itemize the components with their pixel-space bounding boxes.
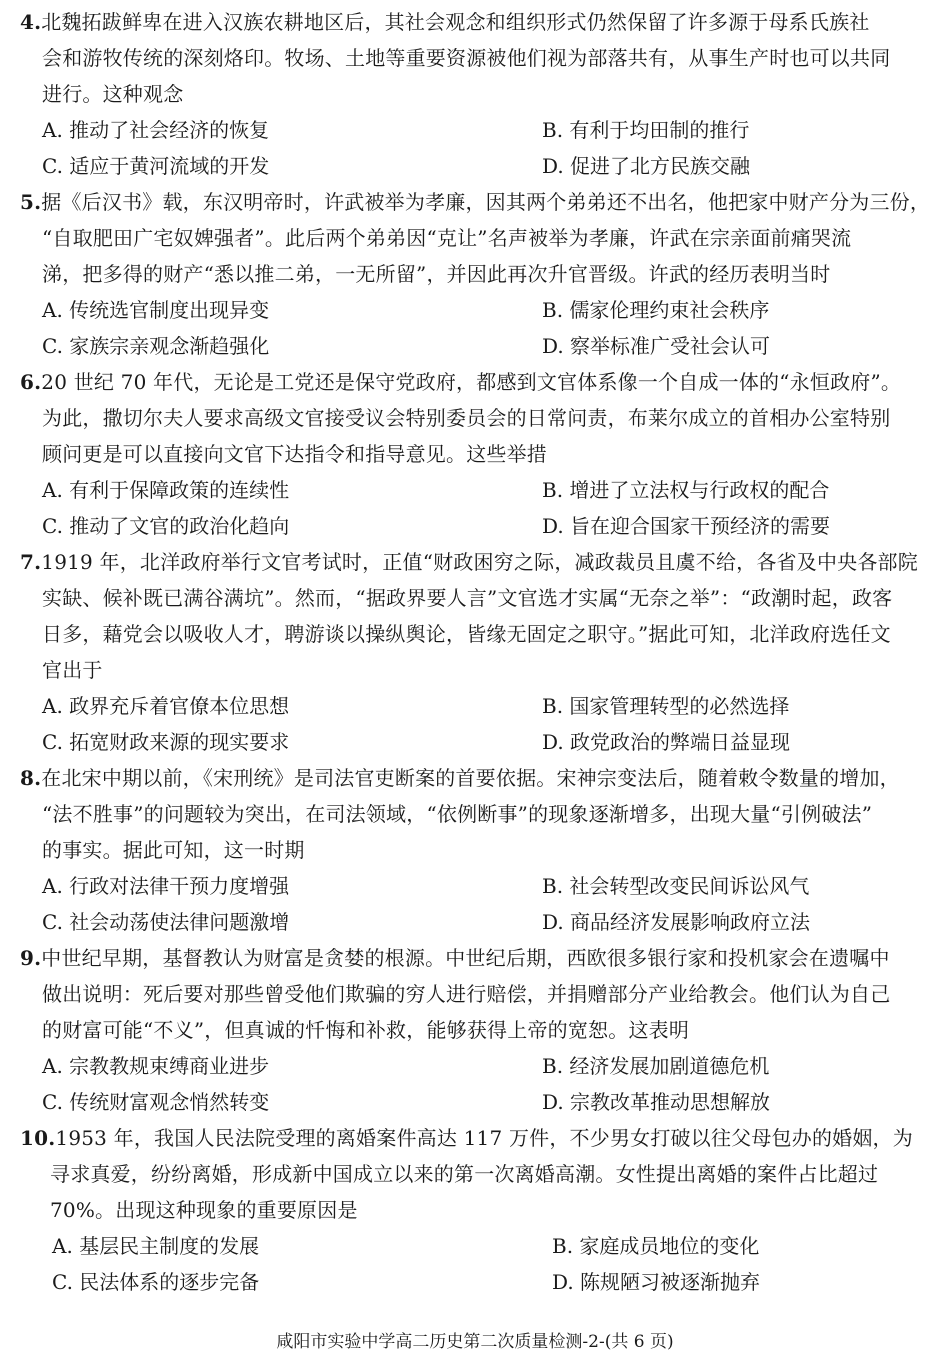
stem-line: 1919 年，北洋政府举行文官考试时，正值“财政困穷之际，减政裁员且虞不给，各省及中央各部院 (41, 550, 918, 574)
option-a[interactable]: A. 有利于保障政策的连续性 (42, 478, 290, 502)
stem-line: “法不胜事”的问题较为突出，在司法领域，“依例断事”的现象逐渐增多，出现大量“引例破法” (42, 802, 873, 826)
stem-line: 1953 年，我国人民法院受理的离婚案件高达 117 万件，不少男女打破以往父母包办的婚姻，为 (55, 1126, 913, 1150)
stem-line: 日多，藉党会以吸收人才，聘游谈以操纵舆论，皆缘无固定之职守。”据此可知，北洋政府选任文 (42, 622, 891, 646)
option-c[interactable]: C. 家族宗亲观念渐趋强化 (42, 334, 270, 358)
option-a[interactable]: A. 推动了社会经济的恢复 (42, 118, 270, 142)
option-a[interactable]: A. 行政对法律干预力度增强 (42, 874, 290, 898)
question-6 (20, 364, 932, 544)
stem-line: 在北宋中期以前，《宋刑统》是司法官吏断案的首要依据。宋神宗变法后，随着敕令数量的增加， (41, 766, 900, 790)
question-number: 5. (20, 190, 42, 214)
option-d[interactable]: D. 促进了北方民族交融 (542, 154, 751, 178)
option-b[interactable]: B. 家庭成员地位的变化 (552, 1234, 760, 1258)
question-number: 6. (20, 370, 42, 394)
stem-line: 为此，撒切尔夫人要求高级文官接受议会特别委员会的日常问责，布莱尔成立的首相办公室特别 (42, 406, 891, 430)
stem-line: “自取肥田广宅奴婢强者”。此后两个弟弟因“克让”名声被举为孝廉，许武在宗亲面前痛哭流 (42, 226, 852, 250)
stem-line: 实缺、候补既已满谷满坑”。然而，“据政界要人言”文官选才实属“无奈之举”：“政潮时起，政客 (42, 586, 893, 610)
option-b[interactable]: B. 有利于均田制的推行 (542, 118, 750, 142)
option-a[interactable]: A. 政界充斥着官僚本位思想 (42, 694, 290, 718)
option-b[interactable]: B. 经济发展加剧道德危机 (542, 1054, 770, 1078)
question-stem (20, 544, 932, 688)
question-number: 4. (20, 10, 42, 34)
option-a[interactable]: A. 传统选官制度出现异变 (42, 298, 270, 322)
stem-line: 中世纪早期，基督教认为财富是贪婪的根源。中世纪后期，西欧很多银行家和投机家会在遗嘱中 (41, 946, 890, 970)
question-stem (20, 1120, 932, 1228)
stem-line: 据《后汉书》载，东汉明帝时，许武被举为孝廉，因其两个弟弟还不出名，他把家中财产分为三份， (41, 190, 931, 214)
option-b[interactable]: B. 国家管理转型的必然选择 (542, 694, 790, 718)
stem-line: 会和游牧传统的深刻烙印。牧场、土地等重要资源被他们视为部落共有，从事生产时也可以共同 (42, 46, 891, 70)
stem-line: 进行。这种观念 (42, 82, 184, 106)
answer-options (20, 112, 932, 184)
option-c[interactable]: C. 社会动荡使法律问题激增 (42, 910, 290, 934)
stem-line: 官出于 (42, 658, 103, 682)
option-a[interactable]: A. 基层民主制度的发展 (52, 1234, 260, 1258)
stem-line: 做出说明：死后要对那些曾受他们欺骗的穷人进行赔偿，并捐赠部分产业给教会。他们认为自己 (42, 982, 891, 1006)
stem-line: 北魏拓跋鲜卑在进入汉族农耕地区后，其社会观念和组织形式仍然保留了许多源于母系氏族社 (41, 10, 870, 34)
question-9 (20, 940, 932, 1120)
option-c[interactable]: C. 推动了文官的政治化趋向 (42, 514, 290, 538)
question-stem (20, 364, 932, 472)
option-c[interactable]: C. 拓宽财政来源的现实要求 (42, 730, 290, 754)
question-10 (20, 1120, 932, 1300)
option-d[interactable]: D. 宗教改革推动思想解放 (542, 1090, 771, 1114)
option-b[interactable]: B. 社会转型改变民间诉讼风气 (542, 874, 810, 898)
answer-options (20, 292, 932, 364)
answer-options (20, 688, 932, 760)
option-d[interactable]: D. 陈规陋习被逐渐抛弃 (552, 1270, 761, 1294)
option-d[interactable]: D. 旨在迎合国家干预经济的需要 (542, 514, 831, 538)
option-c[interactable]: C. 传统财富观念悄然转变 (42, 1090, 270, 1114)
option-c[interactable]: C. 适应于黄河流域的开发 (42, 154, 270, 178)
answer-options (20, 868, 932, 940)
stem-line: 的财富可能“不义”，但真诚的忏悔和补救，能够获得上帝的宽恕。这表明 (42, 1018, 690, 1042)
option-b[interactable]: B. 增进了立法权与行政权的配合 (542, 478, 830, 502)
stem-line: 顾问更是可以直接向文官下达指令和指导意见。这些举措 (42, 442, 547, 466)
answer-options (20, 1228, 932, 1300)
option-c[interactable]: C. 民法体系的逐步完备 (52, 1270, 260, 1294)
question-number: 7. (20, 550, 42, 574)
question-stem (20, 940, 932, 1048)
question-number: 8. (20, 766, 42, 790)
question-number: 9. (20, 946, 42, 970)
question-number: 10. (20, 1126, 56, 1150)
question-5 (20, 184, 932, 364)
page-footer: 咸阳市实验中学高二历史第二次质量检测-2-(共 6 页) (276, 1332, 674, 1352)
stem-line: 70%。出现这种现象的重要原因是 (50, 1198, 358, 1222)
question-8 (20, 760, 932, 940)
option-d[interactable]: D. 政党政治的弊端日益显现 (542, 730, 791, 754)
question-stem (20, 760, 932, 868)
stem-line: 寻求真爱，纷纷离婚，形成新中国成立以来的第一次离婚高潮。女性提出离婚的案件占比超过 (50, 1162, 879, 1186)
question-stem (20, 4, 932, 112)
answer-options (20, 472, 932, 544)
option-b[interactable]: B. 儒家伦理约束社会秩序 (542, 298, 770, 322)
stem-line: 涕，把多得的财产“悉以推二弟，一无所留”，并因此再次升官晋级。许武的经历表明当时 (42, 262, 831, 286)
stem-line: 的事实。据此可知，这一时期 (42, 838, 305, 862)
question-stem (20, 184, 932, 292)
option-d[interactable]: D. 察举标准广受社会认可 (542, 334, 771, 358)
option-a[interactable]: A. 宗教教规束缚商业进步 (42, 1054, 270, 1078)
option-d[interactable]: D. 商品经济发展影响政府立法 (542, 910, 811, 934)
question-7 (20, 544, 932, 760)
question-4 (20, 4, 932, 184)
answer-options (20, 1048, 932, 1120)
stem-line: 20 世纪 70 年代，无论是工党还是保守党政府，都感到文官体系像一个自成一体的“永恒政府”。 (41, 370, 902, 394)
